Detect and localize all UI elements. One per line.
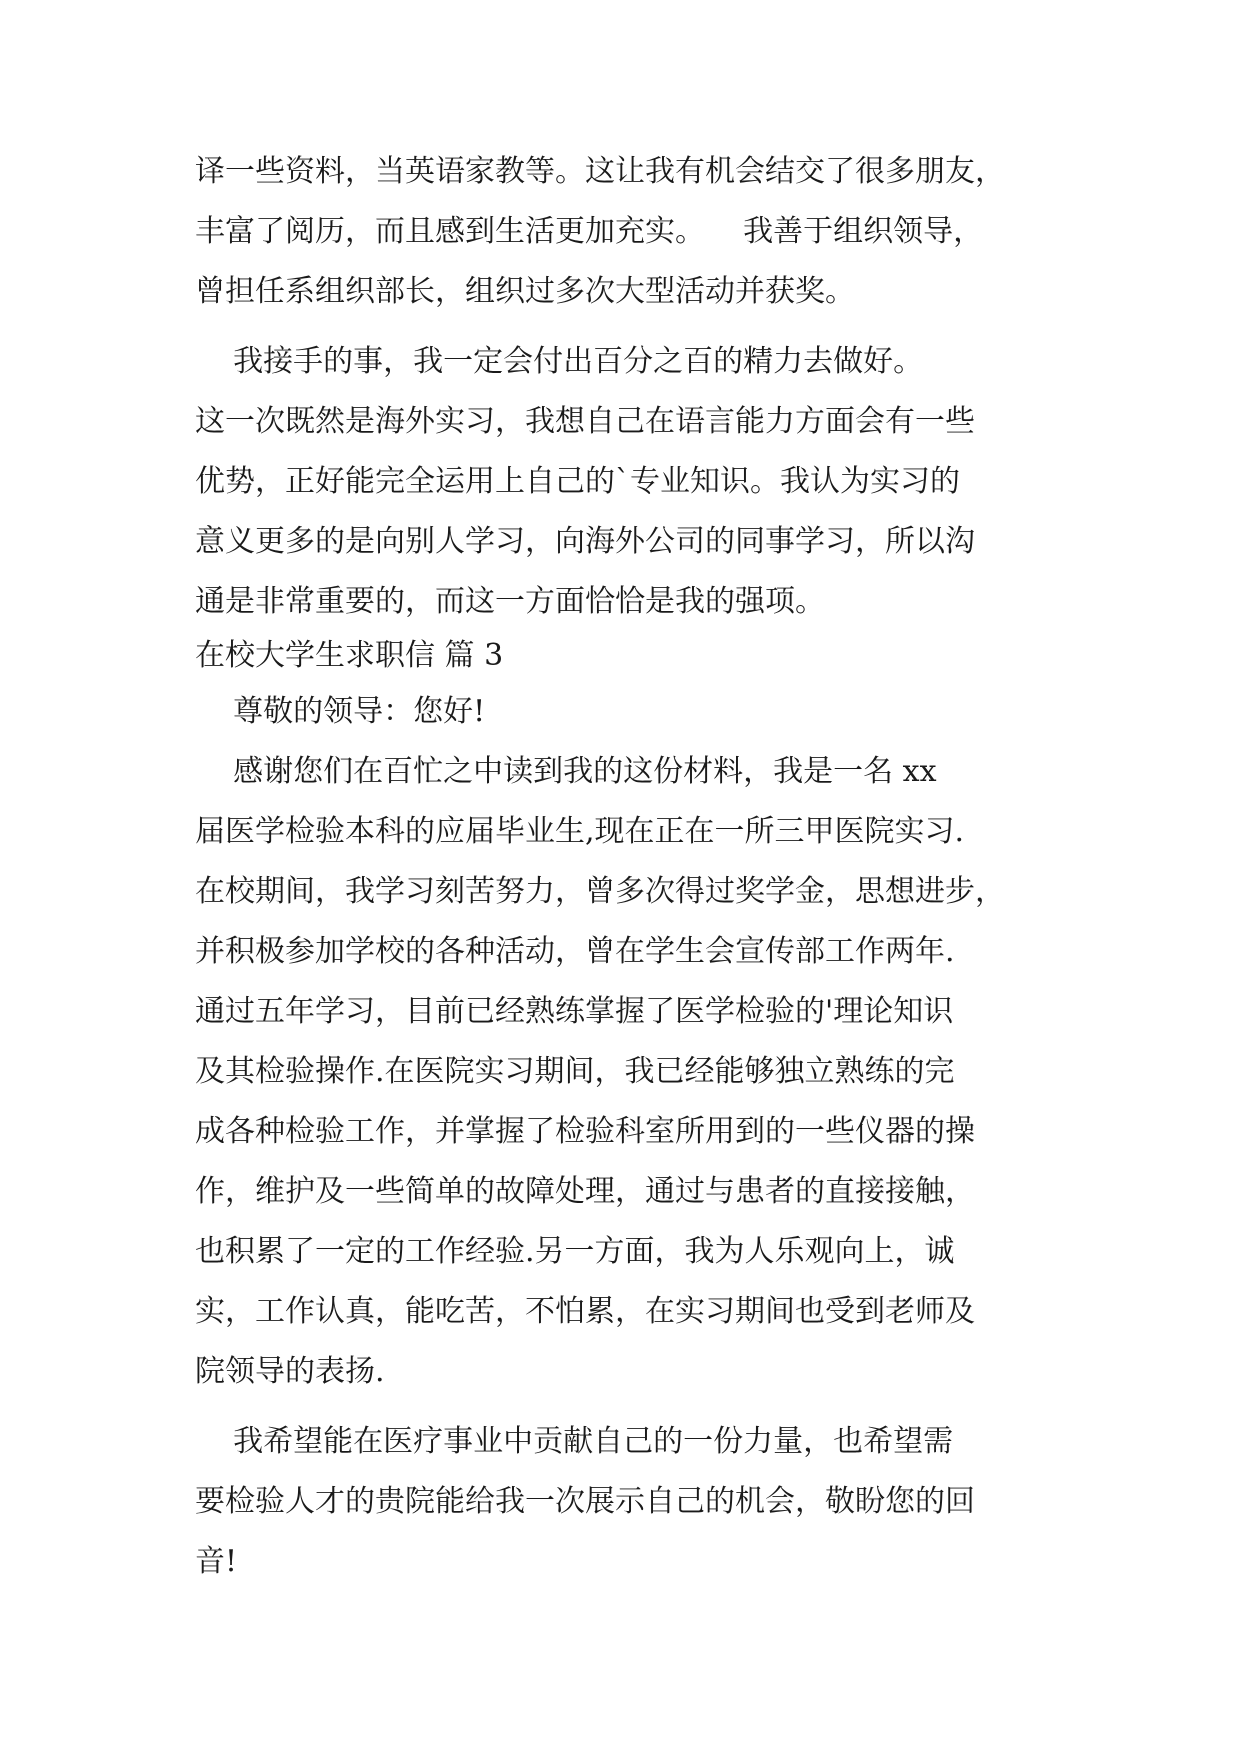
- text-line: 优势，正好能完全运用上自己的`专业知识。我认为实习的: [195, 464, 960, 499]
- text-line: 及其检验操作.在医院实习期间，我已经能够独立熟练的完: [195, 1054, 955, 1089]
- text-line: 音!: [195, 1544, 238, 1579]
- text-line: 丰富了阅历，而且感到生活更加充实。 我善于组织领导，: [195, 214, 984, 249]
- text-line: 成各种检验工作，并掌握了检验科室所用到的一些仪器的操: [195, 1114, 975, 1149]
- text-line: 并积极参加学校的各种活动，曾在学生会宣传部工作两年.: [195, 934, 955, 969]
- salutation-line: 尊敬的领导：您好!: [195, 694, 486, 729]
- text-line: 意义更多的是向别人学习，向海外公司的同事学习，所以沟: [195, 524, 975, 559]
- text-line: 曾担任系组织部长，组织过多次大型活动并获奖。: [195, 274, 855, 309]
- text-line: 院领导的表扬.: [195, 1354, 385, 1389]
- text-line: 要检验人才的贵院能给我一次展示自己的机会，敬盼您的回: [195, 1484, 975, 1519]
- text-line: 实，工作认真，能吃苦，不怕累，在实习期间也受到老师及: [195, 1294, 975, 1329]
- text-line: 在校期间，我学习刻苦努力，曾多次得过奖学金，思想进步，: [195, 874, 1005, 909]
- text-line: 译一些资料，当英语家教等。这让我有机会结交了很多朋友，: [195, 154, 1005, 189]
- text-line: 感谢您们在百忙之中读到我的这份材料，我是一名 xx: [195, 754, 937, 789]
- text-line: 通是非常重要的，而这一方面恰恰是我的强项。: [195, 584, 825, 619]
- text-line: 作，维护及一些简单的故障处理，通过与患者的直接接触，: [195, 1174, 975, 1209]
- text-line: 届医学检验本科的应届毕业生,现在正在一所三甲医院实习.: [195, 814, 965, 849]
- section-heading: 在校大学生求职信 篇 3: [195, 638, 504, 673]
- text-line: 我接手的事，我一定会付出百分之百的精力去做好。: [195, 344, 924, 379]
- text-line: 通过五年学习，目前已经熟练掌握了医学检验的'理论知识: [195, 994, 954, 1029]
- text-line: 我希望能在医疗事业中贡献自己的一份力量，也希望需: [195, 1424, 954, 1459]
- text-line: 也积累了一定的工作经验.另一方面，我为人乐观向上，诚: [195, 1234, 955, 1269]
- text-line: 这一次既然是海外实习，我想自己在语言能力方面会有一些: [195, 404, 975, 439]
